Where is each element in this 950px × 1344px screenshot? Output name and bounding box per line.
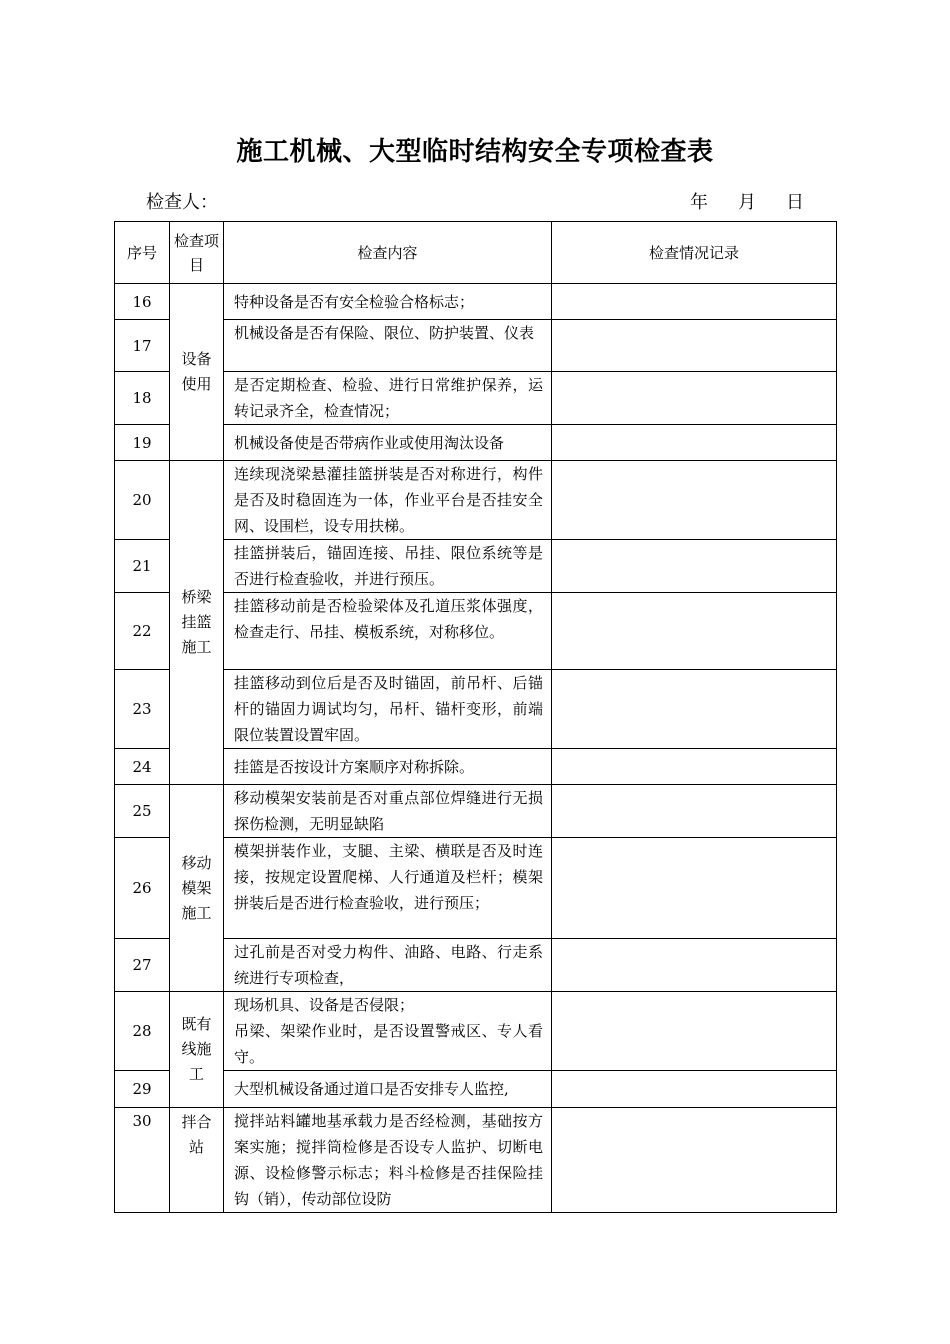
row-content: 挂篮拼装后，锚固连接、吊挂、限位系统等是否进行检查验收，并进行预压。 xyxy=(224,540,552,593)
record-cell[interactable] xyxy=(552,670,837,749)
record-cell[interactable] xyxy=(552,838,837,939)
table-header-row xyxy=(115,222,837,284)
table-row xyxy=(115,939,837,992)
record-cell[interactable] xyxy=(552,992,837,1071)
row-content: 搅拌站料罐地基承载力是否经检测，基础按方案实施；搅拌筒检修是否设专人监护、切断电源、设检修警示标志；料斗检修是否挂保险挂钩（销），传动部位设防 xyxy=(224,1108,552,1213)
row-content: 是否定期检查、检验、进行日常维护保养，运转记录齐全，检查情况； xyxy=(224,372,552,425)
category-existing-line: 既有线施工 xyxy=(170,992,224,1108)
row-content: 连续现浇梁悬灌挂篮拼装是否对称进行，构件是否及时稳固连为一体，作业平台是否挂安全网、设围栏，设专用扶梯。 xyxy=(224,461,552,540)
row-content: 过孔前是否对受力构件、油路、电路、行走系统进行专项检查， xyxy=(224,939,552,992)
row-number: 19 xyxy=(115,425,170,461)
header-record: 检查情况记录 xyxy=(552,222,837,284)
row-number: 28 xyxy=(115,992,170,1071)
record-cell[interactable] xyxy=(552,540,837,593)
row-content: 挂篮是否按设计方案顺序对称拆除。 xyxy=(224,749,552,785)
record-cell[interactable] xyxy=(552,1108,837,1213)
inspection-table xyxy=(114,221,837,1213)
row-number: 20 xyxy=(115,461,170,540)
row-number: 18 xyxy=(115,372,170,425)
record-cell[interactable] xyxy=(552,939,837,992)
row-content: 挂篮移动前是否检验梁体及孔道压浆体强度，检查走行、吊挂、模板系统，对称移位。 xyxy=(224,593,552,670)
table-row xyxy=(115,1071,837,1108)
category-equipment: 设备使用 xyxy=(170,284,224,461)
table-row xyxy=(115,838,837,939)
header-content: 检查内容 xyxy=(224,222,552,284)
category-movable-formwork: 移动模架施工 xyxy=(170,785,224,992)
table-row xyxy=(115,425,837,461)
row-number: 29 xyxy=(115,1071,170,1108)
content-line: 现场机具、设备是否侵限； xyxy=(234,996,415,1014)
table-row xyxy=(115,992,837,1071)
table-row xyxy=(115,320,837,372)
row-content: 特种设备是否有安全检验合格标志； xyxy=(224,284,552,320)
table-row xyxy=(115,749,837,785)
row-number: 24 xyxy=(115,749,170,785)
record-cell[interactable] xyxy=(552,749,837,785)
row-content: 机械设备是否有保险、限位、防护装置、仪表 xyxy=(224,320,552,372)
row-number: 21 xyxy=(115,540,170,593)
row-content: 机械设备使是否带病作业或使用淘汰设备 xyxy=(224,425,552,461)
table-row xyxy=(115,593,837,670)
record-cell[interactable] xyxy=(552,284,837,320)
table-row xyxy=(115,540,837,593)
row-number: 23 xyxy=(115,670,170,749)
header-seq: 序号 xyxy=(115,222,170,284)
header-item: 检查项目 xyxy=(170,222,224,284)
date-labels xyxy=(690,188,804,214)
year-label: 年 xyxy=(690,192,708,213)
table-row xyxy=(115,785,837,838)
row-content xyxy=(224,992,552,1071)
category-hanging-basket: 桥梁挂篮施工 xyxy=(170,461,224,785)
row-number: 30 xyxy=(115,1108,170,1213)
month-label: 月 xyxy=(738,192,756,213)
page-title: 施工机械、大型临时结构安全专项检查表 xyxy=(236,137,714,167)
row-content: 移动模架安装前是否对重点部位焊缝进行无损探伤检测，无明显缺陷 xyxy=(224,785,552,838)
table-row xyxy=(115,670,837,749)
record-cell[interactable] xyxy=(552,1071,837,1108)
record-cell[interactable] xyxy=(552,320,837,372)
content-line: 吊梁、架梁作业时，是否设置警戒区、专人看守。 xyxy=(234,1022,543,1066)
record-cell[interactable] xyxy=(552,372,837,425)
row-content: 大型机械设备通过道口是否安排专人监控, xyxy=(224,1071,552,1108)
inspector-label: 检查人： xyxy=(146,192,218,213)
table-row xyxy=(115,372,837,425)
row-number: 22 xyxy=(115,593,170,670)
row-number: 17 xyxy=(115,320,170,372)
record-cell[interactable] xyxy=(552,425,837,461)
row-content: 模架拼装作业，支腿、主梁、横联是否及时连接，按规定设置爬梯、人行通道及栏杆；模架拼装后是否进行检查验收，进行预压； xyxy=(224,838,552,939)
row-number: 25 xyxy=(115,785,170,838)
table-row xyxy=(115,1108,837,1213)
table-row xyxy=(115,284,837,320)
row-number: 16 xyxy=(115,284,170,320)
day-label: 日 xyxy=(786,192,804,213)
record-cell[interactable] xyxy=(552,593,837,670)
row-number: 26 xyxy=(115,838,170,939)
row-number: 27 xyxy=(115,939,170,992)
category-mixing-station: 拌合站 xyxy=(170,1108,224,1213)
table-row xyxy=(115,461,837,540)
row-content: 挂篮移动到位后是否及时锚固，前吊杆、后锚杆的锚固力调试均匀，吊杆、锚杆变形，前端限位装置设置牢固。 xyxy=(224,670,552,749)
record-cell[interactable] xyxy=(552,785,837,838)
record-cell[interactable] xyxy=(552,461,837,540)
